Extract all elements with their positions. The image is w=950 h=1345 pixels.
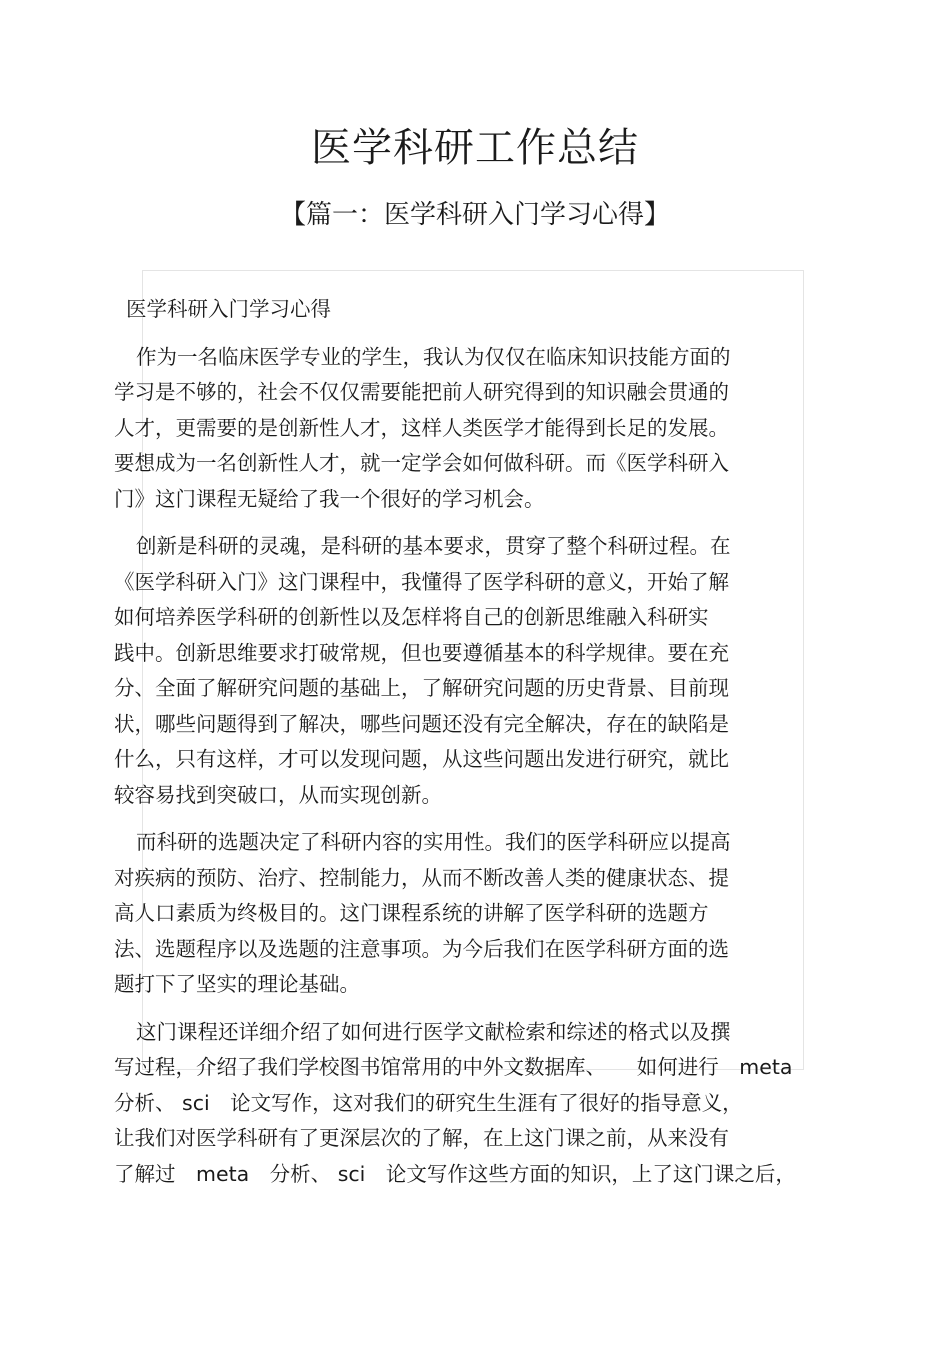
text-line: 高人口素质为终极目的。这门课程系统的讲解了医学科研的选题方 [114,901,709,925]
text-line: 《医学科研入门》这门课程中，我懂得了医学科研的意义，开始了解 [114,569,729,594]
text-line: 什么，只有这样，才可以发现问题，从这些问题出发进行研究，就比 [114,747,729,771]
text-line: 作为一名临床医学专业的学生，我认为仅仅在临床知识技能方面的 [136,344,731,369]
paragraph-1 [114,340,814,518]
text-line: 如何培养医学科研的创新性以及怎样将自己的创新思维融入科研实 [114,605,709,629]
paragraph-4 [114,1015,814,1193]
text-line: 对疾病的预防、治疗、控制能力，从而不断改善人类的健康状态、提 [114,865,729,890]
document-title: 医学科研工作总结 [311,125,639,171]
text-line: 写过程，介绍了我们学校图书馆常用的中外文数据库、 如何进行 meta [114,1055,793,1079]
text-line: 分析、 sci 论文写作，这对我们的研究生生涯有了很好的指导意义， [114,1090,743,1115]
text-line: 这门课程还详细介绍了如何进行医学文献检索和综述的格式以及撰 [136,1019,731,1044]
text-line: 门》这门课程无疑给了我一个很好的学习机会。 [114,486,545,511]
text-line: 学习是不够的，社会不仅仅需要能把前人研究得到的知识融会贯通的 [114,380,729,404]
text-line: 状，哪些问题得到了解决，哪些问题还没有完全解决，存在的缺陷是 [114,711,729,736]
paragraph-3 [114,825,814,1003]
text-line: 分、全面了解研究问题的基础上，了解研究问题的历史背景、目前现 [114,676,729,700]
section-heading: 医学科研入门学习心得 [126,297,331,321]
document-subtitle: 【篇一：医学科研入门学习心得】 [279,200,670,230]
text-line: 践中。创新思维要求打破常规，但也要遵循基本的科学规律。要在充 [114,640,729,665]
text-line: 创新是科研的灵魂，是科研的基本要求，贯穿了整个科研过程。在 [136,534,731,558]
text-line: 题打下了坚实的理论基础。 [114,972,360,996]
text-line: 了解过 meta 分析、 sci 论文写作这些方面的知识，上了这门课之后， [114,1161,796,1186]
text-line: 人才，更需要的是创新性人才，这样人类医学才能得到长足的发展。 [114,415,729,440]
text-line: 较容易找到突破口，从而实现创新。 [114,782,442,807]
text-line: 要想成为一名创新性人才，就一定学会如何做科研。而《医学科研入 [114,451,729,475]
paragraph-2 [114,529,814,813]
text-line: 法、选题程序以及选题的注意事项。为今后我们在医学科研方面的选 [114,936,729,961]
text-line: 让我们对医学科研有了更深层次的了解，在上这门课之前，从来没有 [114,1126,729,1150]
document-body [114,292,814,1204]
text-line: 而科研的选题决定了科研内容的实用性。我们的医学科研应以提高 [136,830,731,854]
